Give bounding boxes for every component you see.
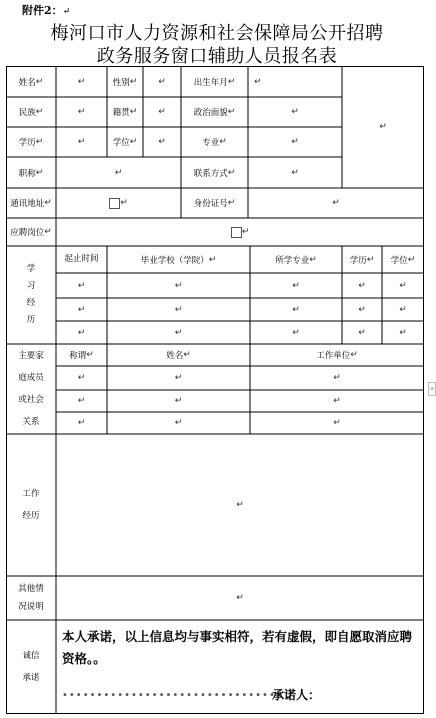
photo-box: ↵ <box>379 122 387 132</box>
family-entry-cell[interactable]: ↵ <box>174 418 183 428</box>
input-id-number[interactable]: ↵ <box>332 198 340 208</box>
col-workplace: 工作单位 ↵ <box>316 350 358 361</box>
input-education[interactable]: ↵ <box>77 137 86 147</box>
signature-dots: •••••••••••••••••••••••••••••••• <box>62 690 283 701</box>
label-gender: 性别 ↵ <box>112 76 138 88</box>
study-entry-cell[interactable]: ↵ <box>399 304 407 315</box>
input-degree[interactable]: ↵ <box>158 137 166 147</box>
study-entry-cell[interactable]: ↵ <box>77 327 86 338</box>
family-entry-cell[interactable]: ↵ <box>333 396 341 406</box>
input-address[interactable]: ↵ <box>56 188 181 218</box>
label-title: 职称 ↵ <box>18 167 44 179</box>
col-member-name: 姓名 ↵ <box>166 350 191 361</box>
label-ethnicity: 民族 ↵ <box>18 107 44 118</box>
section-work: 工作 经历 <box>22 489 40 521</box>
input-gender[interactable]: ↵ <box>158 76 166 87</box>
study-entry-cell[interactable]: ↵ <box>358 327 366 338</box>
study-entry-cell[interactable]: ↵ <box>174 280 183 291</box>
family-entry-cell[interactable]: ↵ <box>333 373 341 383</box>
study-entry-cell[interactable]: ↵ <box>292 304 300 315</box>
label-native-place: 籍贯 ↵ <box>112 107 138 118</box>
col-study-major: 所学专业 ↵ <box>275 254 317 266</box>
study-entry-cell[interactable]: ↵ <box>358 280 366 291</box>
signer-label: 承诺人： <box>272 688 321 702</box>
input-name[interactable]: ↵ <box>77 76 86 87</box>
study-entry-cell[interactable]: ↵ <box>292 280 300 291</box>
label-education: 学历 ↵ <box>18 137 44 148</box>
family-entry-cell[interactable]: ↵ <box>77 396 86 406</box>
checkbox-icon <box>109 198 120 209</box>
family-entry-cell[interactable]: ↵ <box>77 418 86 428</box>
label-degree: 学位 ↵ <box>112 137 138 148</box>
input-native-place[interactable]: ↵ <box>158 107 166 117</box>
input-work-history[interactable]: ↵ <box>236 500 244 510</box>
label-name: 姓名 ↵ <box>18 76 44 88</box>
section-study: 学 习 经 历 <box>26 264 36 325</box>
input-position[interactable]: ↵ <box>56 218 424 246</box>
study-entry-cell[interactable]: ↵ <box>399 280 407 291</box>
form-title-line2: 政务服务窗口辅助人员报名表 <box>96 46 338 67</box>
study-entry-cell[interactable]: ↵ <box>174 327 183 338</box>
label-address: 通讯地址 ↵ <box>10 198 52 209</box>
section-other: 其他情 况说明 <box>18 584 44 612</box>
study-entry-cell[interactable]: ↵ <box>358 304 366 315</box>
study-entry-cell[interactable]: ↵ <box>399 327 407 338</box>
input-ethnicity[interactable]: ↵ <box>77 107 86 117</box>
family-entry-cell[interactable]: ↵ <box>333 418 341 428</box>
family-entry-cell[interactable]: ↵ <box>174 396 183 406</box>
section-pledge: 诚信 承诺 <box>22 651 40 683</box>
label-birth: 出生年月 ↵ <box>193 76 236 88</box>
form-title-line1: 梅河口市人力资源和社会保障局公开招聘 <box>50 23 384 44</box>
label-contact: 联系方式 ↵ <box>193 167 236 179</box>
study-entry-cell[interactable]: ↵ <box>174 304 183 315</box>
family-entry-cell[interactable]: ↵ <box>77 373 86 383</box>
col-school: 毕业学校（学院） ↵ <box>140 254 217 266</box>
input-other-info[interactable]: ↵ <box>236 593 244 603</box>
label-political-status: 政治面貌 ↵ <box>193 107 236 118</box>
registration-form <box>6 66 424 714</box>
col-period: 起止时间 <box>64 254 99 264</box>
input-birth[interactable]: ↵ <box>254 76 262 87</box>
scroll-handle[interactable]: + <box>428 382 436 396</box>
pledge-text: 本人承诺，以上信息均与事实相符，若有虚假，即自愿取消应聘资格。。 <box>62 629 413 666</box>
family-entry-cell[interactable]: ↵ <box>174 373 183 383</box>
study-entry-cell[interactable]: ↵ <box>77 280 86 291</box>
label-major: 专业 ↵ <box>202 137 227 148</box>
label-id-number: 身份证号 ↵ <box>193 198 236 209</box>
input-contact[interactable]: ↵ <box>291 167 299 178</box>
study-entry-cell[interactable]: ↵ <box>77 304 86 315</box>
col-study-education: 学历 ↵ <box>349 254 375 266</box>
label-position: 应聘岗位 ↵ <box>10 227 52 238</box>
study-entry-cell[interactable]: ↵ <box>292 327 300 338</box>
section-family: 主要家 庭成员 或社会 关系 <box>18 351 44 427</box>
col-relation: 称谓 ↵ <box>69 350 94 361</box>
input-political-status[interactable]: ↵ <box>291 107 299 117</box>
checkbox-icon <box>231 227 242 238</box>
input-major[interactable]: ↵ <box>291 137 299 147</box>
input-title[interactable]: ↵ <box>114 167 123 178</box>
attachment-label: 附件2：↵ <box>22 4 71 17</box>
col-study-degree: 学位 ↵ <box>390 254 416 266</box>
